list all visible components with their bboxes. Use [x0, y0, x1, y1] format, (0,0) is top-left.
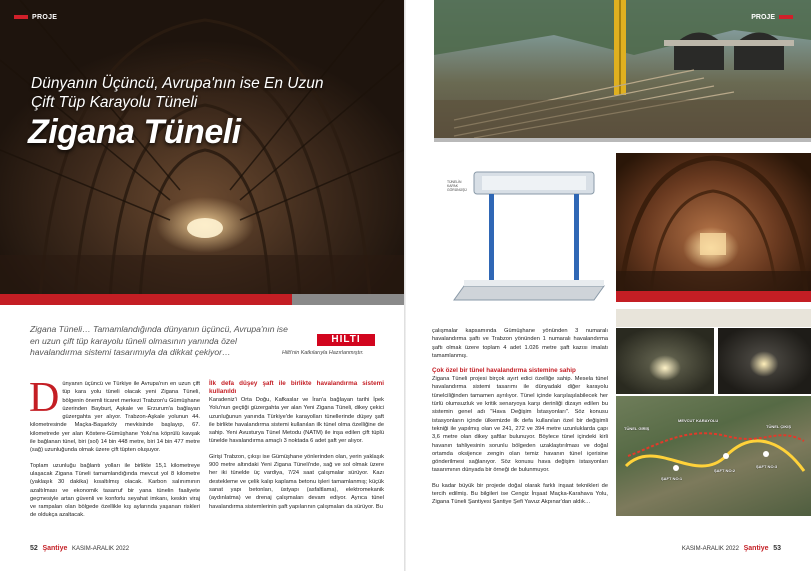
- tunnel-interior-photo: [616, 153, 811, 291]
- section-heading: İlk defa düşey şaft ile birlikte havalandırma sistemi kullanıldı: [209, 380, 384, 395]
- text-column-1: [29, 375, 200, 527]
- issue-date: KASIM-ARALIK 2022: [681, 546, 739, 552]
- paragraph: Karadeniz'i Orta Doğu, Kafkaslar ve İran'a bağlayan tarihi İpek Yolu'nun geçtiği güzergahta yer alan Yeni Zigana Tüneli, dikey çekici uzunluğunun yanında Türkiye'de karayolları tünellerinde düşey şaft ile birlikte havalandırma sistemi kullanılan ilk tünel olma özelliğine de sahip. Yeni Avusturya Tünel Metodu (NATM) ile inşa edilen çift tüplü tünelde havalandırma amaçlı 3 noktada 6 adet şaft yer alıyor.: [209, 397, 384, 445]
- paragraph: çalışmalar kapsamında Gümüşhane yönünden 3 numaralı havalandırma şaftı ve Trabzon yönünden 1 numaralı havalandırma şaftı olmak üzere toplam 4 adet 1.026 metre şaft kazısı imalatı tamamlanmış.: [432, 328, 608, 359]
- construction-site-photo: [434, 0, 811, 138]
- map-label: MEVCUT KARAYOLU: [678, 418, 719, 423]
- paragraph: ünyanın üçüncü ve Türkiye ile Avrupa'nın en uzun çift tüp kara yolu tüneli olacak yeni Zigana Tüneli, bölgenin önemli ticaret merkezi Trabzon'u Gümüşhane üzerinden Bayburt, Aşkale ve Erzurum'a bağlayan güzergahta yer alıyor. Trabzon-Aşkale yolunun 44. kilometresinde Maçka-Başarköy mevkisinde başlayıp, 67. kilometrede yer alan Köstere-Gümüşhane Yolu'na köprülü kavşak ile bağlanan tünel, biri (sol) 14 bin 448 metre, biri 14 bin 477 metre (sağ) uzunluğunda olmak üzere çift tüpten oluşuyor.: [30, 381, 200, 454]
- accent-bar-gray: [292, 294, 404, 305]
- issue-date: KASIM-ARALIK 2022: [72, 546, 130, 552]
- page-footer-left: [30, 545, 129, 552]
- magazine-brand: Şantiye: [42, 545, 68, 552]
- text-column-2: [209, 380, 384, 518]
- article-subtitle: Dünyanın Üçüncü, Avrupa'nın ise En Uzun Çift Tüp Karayolu Tüneli: [31, 75, 324, 111]
- tunnel-route-map: [616, 396, 811, 516]
- sponsor-caption: Hilti'nin Katkılarıyla Hazırlanmıştır.: [282, 350, 364, 356]
- hilti-logo: HILTI: [317, 334, 375, 346]
- map-label: ŞAFT NO:2: [714, 468, 736, 473]
- map-label: TÜNEL GİRİŞ: [624, 426, 650, 431]
- accent-bar-right: [616, 291, 811, 302]
- tunnel-excavation-photo-1: [616, 328, 714, 394]
- hero-tunnel-photo: [0, 0, 404, 299]
- map-label: TÜNEL ÇIKIŞ: [766, 424, 792, 429]
- photo-divider: [434, 138, 811, 142]
- paragraph: Bu kadar büyük bir projede doğal olarak farklı inşaat teknikleri de tercih edilmiş. Bu bilgileri ise Cengiz İnşaat Maçka-Karahava Yolu, Zigana Tüneli Şantiyesi Şantiye Şefi Yavuz Akpınar'dan aldık…: [432, 482, 608, 506]
- map-label: ŞAFT NO:3: [756, 464, 778, 469]
- paragraph: Girişi Trabzon, çıkışı ise Gümüşhane yönlerinden olan, yerin yaklaşık 900 metre altındaki Yeni Zigana Tüneli'nde, sağ ve sol olmak üzere her iki tünelde üç vardiya, 7/24 saat çalışmalar sürüyor. Kazı destekleme ve çelik kalıp kaplama betonu işleri tamamlanmış; küçük sanat yapı betonları, üstyapı (asfaltlama), elektromekanik (aydınlatma) ve drenaj çalışmaları devam ediyor. Ayrıca tünel havalandırma sistemlerinin şaft yapılarının çalışmaları da sürüyor. Bu: [209, 453, 384, 510]
- paragraph: Zigana Tüneli projesi birçok ayırt edici özelliğe sahip. Mesela tünel havalandırma sistemi tasarımı ile dünyadaki diğer karayolu tünelciliğinden tamamen ayrılıyor. Tünel içinde karşılaşılabilecek her türlü olumsuzluk ve kritik senaryoya karşı derinliği dizayn edilen bu sistemin genel adı "Hava Değişim İstasyonları". Söz konusu istasyonların içinde ülkemizde ilk defa kullanılan özel bir değişimli tekniği ile yapılmış olan ve 241, 272 ve 394 metre uzunluklarda çapı 3,6 metre olan dikey şaftlar bulunuyor. Böylece tünel içindeki kirli havanın tahliyesinin sorunlu bölgeden uzaklaştırılması ve doğal ortamda oksijence zengin olan temiz havanın tünel içerisine gönderilmesi sağlanıyor. Söz konusu hava değişim istasyonları tasarımının dünyada bir örneği de bulunmuyor.: [432, 376, 608, 474]
- route-map-illustration: [616, 396, 811, 516]
- magazine-brand: Şantiye: [743, 545, 769, 552]
- photo-spacer: [616, 309, 811, 327]
- page-footer-right: [682, 545, 781, 552]
- text-column-3: [432, 327, 608, 514]
- section-tag-right: PROJE: [751, 14, 793, 21]
- dropcap: D: [29, 375, 60, 421]
- article-title: Zigana Tüneli: [28, 113, 241, 151]
- page-number: 52: [30, 545, 38, 552]
- section-tag: PROJE: [14, 14, 57, 21]
- page-gutter: [404, 0, 406, 571]
- page-number: 53: [773, 545, 781, 552]
- diagram-label: TÜNELİN KAPAK GÖRÜNÜŞÜ: [447, 180, 467, 192]
- accent-bar: [0, 294, 292, 305]
- paragraph: Toplam uzunluğu bağlantı yolları ile birlikte 15,1 kilometreye ulaşacak Zigana Tüneli tamamlandığında mevcut yol 8 kilometre (yaklaşık 30 dakika) kısaltılmış olacak. Karbon salınımının azaltılması ve ekonomik tasarruf bir yana tünelin faaliyete geçmesiyle artan güvenli ve konforlu seyahat imkanı, keskin viraj ve rampaları olan bölgede özellikle kış aylarında yaşanan riskleri de oldukça azaltacak.: [30, 462, 200, 519]
- tunnel-excavation-photo-2: [718, 328, 811, 394]
- map-label: ŞAFT NO:1: [661, 476, 683, 481]
- tunnel-interior-illustration: [616, 153, 811, 291]
- article-intro: Zigana Tüneli… Tamamlandığında dünyanın üçüncü, Avrupa'nın ise en uzun çift tüp karayolu tüneli olmasının yanında özel havalandırma sistemi tasarımıyla da dikkat çekiyor…: [30, 324, 288, 357]
- ventilation-device-diagram: [434, 150, 614, 315]
- section-heading: Çok özel bir tünel havalandırma sistemine sahip: [432, 367, 576, 375]
